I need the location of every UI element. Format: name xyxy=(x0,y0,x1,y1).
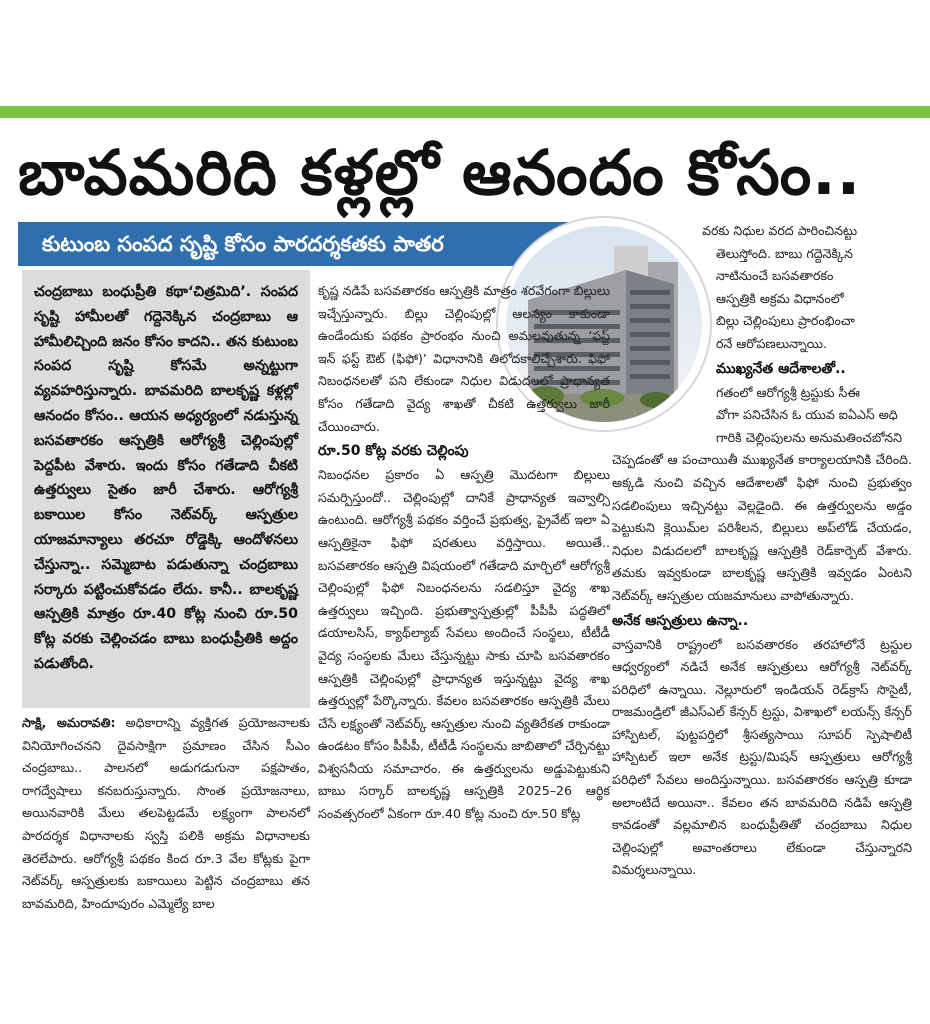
column-3-line: రనే ఆరోపణలున్నాయి. xyxy=(716,335,828,351)
column-3-para-2: చెప్పడంతో ఆ పంచాయితీ ముఖ్యనేత కార్యాలయానికి చేరింది. అక్కడి నుంచి వచ్చిన ఆదేశాలతో ఫిఫో నుంచి ప్రభుత్వం సడలింపులు ఇచ్చినట్టు వెల్లడైంది. ఈ ఉత్తర్వులను అడ్డం పెట్టుకుని క్లెయిమ్‌ల పరిశీలన, బిల్లులు అప్‌లోడ్‌ చేయడం, నిధుల విడుదలలో బాలకృష్ణ ఆస్పత్రికి రెడ్‌కార్పెట్‌ వేశారు. తమకు ఇవ్వకుండా బాలకృష్ణ ఆస్పత్రికి ఇవ్వడం ఏంటని నెట్‌వర్క్‌ ఆస్పత్రుల యజమానులు వాపోతున్నారు. xyxy=(612,452,912,603)
column-3-line: బిల్లు చెల్లింపులు ప్రారంభించా xyxy=(716,313,855,329)
top-accent-bar xyxy=(0,106,930,118)
intro-box xyxy=(22,270,310,708)
headline: బావమరిది కళ్లల్లో ఆనందం కోసం.. xyxy=(18,136,862,209)
column-3-line: వరకు నిధుల వరద పారించినట్టు xyxy=(702,223,858,238)
column-1-body: అధికారాన్ని వ్యక్తిగత ప్రయోజనాలకు వినియోగించనని దైవసాక్షిగా ప్రమాణం చేసిన సీఎం చంద్రబాబు.. పాలనలో అడుగడుగునా పక్షపాతం, రాగద్వేషాలు కనబరుస్తున్నారు. సొంత ప్రయోజనాలు, అయినవారికి మేలు తలపెట్టడమే లక్ష్యంగా పాలనలో పారదర్శక విధానాలకు స్వస్తి పలికి అక్రమ విధానాలకు తెరలేపారు. ఆరోగ్యశ్రీ పథకం కింద రూ.3 వేల కోట్లకు పైగా నెట్‌వర్క్‌ ఆస్పత్రులకు బకాయిలు పెట్టిన చంద్రబాబు తన బావమరిది, హిందూపురం ఎమ్మెల్యే బాల xyxy=(22,715,310,911)
column-3-line: వోగా పనిచేసిన ఓ యువ ఐఏఎస్‌ అధి xyxy=(716,407,898,423)
column-3-line: గారికి చెల్లింపులను అనుమతించబోనని xyxy=(716,429,902,445)
dateline: సాక్షి, అమరావతి: xyxy=(22,715,116,730)
column-3-line: ఆస్పత్రికి అక్రమ విధానంలో xyxy=(716,290,844,306)
intro-text: చంద్రబాబు బంధుప్రీతి కథా‘చిత్రమిది’. సంపద సృష్టి హామీలతో గద్దెనెక్కిన చంద్రబాబు ఆ హామీలిచ్చింది జనం కోసం కాదని.. తన కుటుంబ సంపద సృష్టి కోసమే అన్నట్టుగా వ్యవహరిస్తున్నారు. బావమరిది బాలకృష్ణ కళ్లల్లో ఆనందం కోసం.. ఆయన అధ్యర్యంలో నడుస్తున్న బసవతారకం ఆస్పత్రికి ఆరోగ్యశ్రీ చెల్లింపుల్లో పెద్దపీట వేశారు. ఇందు కోసం గతేడాది చీకటి ఉత్తర్వులు సైతం జారీ చేశారు. ఆరోగ్యశ్రీ బకాయిల కోసం నెట్‌వర్క్‌ ఆస్పత్రుల యాజమాన్యాలు తరచూ రోడ్డెక్కి ఆందోళనలు చేస్తున్నా.. సమ్మెబాట పడుతున్నా చంద్రబాబు సర్కారు పట్టించుకోవడం లేదు. కానీ.. బాలకృష్ణ ఆస్పత్రికి మాత్రం రూ.40 కోట్ల నుంచి రూ.50 కోట్ల వరకు చెల్లించడం బాబు బంధుప్రీతికి అద్దం పడుతోంది. xyxy=(34,284,298,672)
column-3-para-3: వాస్తవానికి రాష్ట్రంలో బసవతారకం తరహాలోనే ట్రస్టుల ఆధ్వర్యంలో నడిచే అనేక ఆస్పత్రులు ఆరోగ్యశ్రీ నెట్‌వర్క్‌ పరిధిలో ఉన్నాయి. నెల్లూరులో ఇండియన్‌ రెడ్‌క్రాస్‌ సొసైటీ, రాజమండ్రిలో జీఎస్‌ఎల్‌ కేన్సర్‌ ట్రస్టు, విశాఖలో లయన్స్‌ కేన్సర్‌ హాస్పిటల్, పుట్టపర్తిలో శ్రీసత్యసాయి సూపర్‌ స్పెషాలిటీ హాస్పిటల్‌ ఇలా అనేక ట్రస్టు/మిషన్‌ ఆస్పత్రులు ఆరోగ్యశ్రీ పరిధిలో సేవలు అందిస్తున్నాయి. బసవతారకం ఆస్పత్రి కూడా అలాంటిదే అయినా.. కేవలం తన బావమరిది నడిపే ఆస్పత్రి కావడంతో వల్లమాలిన బంధుప్రీతితో చంద్రబాబు నిధుల చెల్లింపుల్లో అవాంతరాలు లేకుండా చేస్తున్నారని విమర్శలున్నాయి. xyxy=(612,636,912,878)
column-3 xyxy=(612,220,912,882)
column-1-text xyxy=(22,712,310,915)
column-2-para-1: కృష్ణ నడిపే బసవతారకం ఆస్పత్రికి మాత్రం శరవేగంగా బిల్లులు ఇచ్చేస్తున్నారు. బిల్లు చెల్లింపుల్లో ఆలస్యం కాకుండా ఉండేందుకు పథకం ప్రారంభం నుంచి అమలవుతున్న ‘ఫస్ట్‌ ఇన్‌ ఫస్ట్‌ ఔట్‌ (ఫిఫో)’ విధానానికి తిలోదకాలిచ్చేశారు. ఫిఫో నిబంధనలతో పని లేకుండా నిధుల విడుదలలో ప్రాధాన్యత కోసం గతేడాది వైద్య శాఖతో చీకటి ఉత్తర్వులు జారీ చేయించారు. xyxy=(318,283,610,434)
subheadline-banner xyxy=(18,222,578,266)
column-2-para-2: నిబంధనల ప్రకారం ఏ ఆస్పత్రి మొదటగా బిల్లులు సమర్పిస్తుందో.. చెల్లింపుల్లో దానికే ప్రాధాన్యత ఇవ్వాల్సి ఉంటుంది. ఆరోగ్యశ్రీ పథకం వర్తించే ప్రభుత్వ, ప్రైవేట్‌ ఇలా ఏ ఆస్పత్రికైనా ఫిఫో షరతులు వర్తిస్తాయి. అయితే.. బసవతారకం ఆస్పత్రి విషయంలో గతేడాది మార్చిలో ఆరోగ్యశ్రీ చెల్లింపుల్లో ఫిఫో నిబంధనలను సడలిస్తూ వైద్య శాఖ ఉత్తర్వులు ఇచ్చింది. ప్రభుత్వాస్పత్రుల్లో పీపీపీ పద్ధతిలో డయాలసిస్, క్యాథ్‌ల్యాబ్‌ సేవలు అందించే సంస్థలు, టీటీడీ వైద్య సంస్థలకు మేలు చేస్తున్నట్టు సాకు చూపి బసవతారకం ఆస్పత్రికి చెల్లింపుల్లో ప్రాధాన్యత ఇస్తున్నట్టు వైద్య శాఖ ఉత్తర్వుల్లో పేర్కొన్నారు. కేవలం బసవతారకం ఆస్పత్రికి మేలు చేసే లక్ష్యంతో నెట్‌వర్క్‌ ఆస్పత్రుల నుంచి వ్యతిరేకత రాకుండా ఉండటం కోసం పీపీపీ, టీటీడీ సంస్థలను జాబితాలో చేర్చినట్టు విశ్వసనీయ సమాచారం. ఈ ఉత్తర్వులను అడ్డుపెట్టుకుని బాబు సర్కార్‌ బాలకృష్ణ ఆస్పత్రికి 2025–26 ఆర్థిక సంవత్సరంలో ఏకంగా రూ.40 కోట్ల నుంచి రూ.50 కోట్ల xyxy=(318,467,610,822)
section-heading-leader-orders: ముఖ్యనేత ఆదేశాలతో.. xyxy=(716,360,846,377)
section-heading-payment: రూ.50 కోట్ల వరకు చెల్లింపు xyxy=(318,443,469,460)
section-heading-many-hospitals: అనేక ఆస్పత్రులు ఉన్నా.. xyxy=(612,612,749,629)
column-3-line: తెలుస్తోంది. బాబు గద్దెనెక్కిన xyxy=(716,245,853,261)
column-1 xyxy=(22,712,310,915)
column-3-line: నాటినుంచే బసవతారకం xyxy=(716,268,834,284)
column-3-line: గతంలో ఆరోగ్యశ్రీ ట్రస్టుకు సీఈ xyxy=(716,384,860,400)
subheadline: కుటుంబ సంపద సృష్టి కోసం పారదర్శకతకు పాతర xyxy=(42,232,444,256)
column-2 xyxy=(318,280,610,826)
